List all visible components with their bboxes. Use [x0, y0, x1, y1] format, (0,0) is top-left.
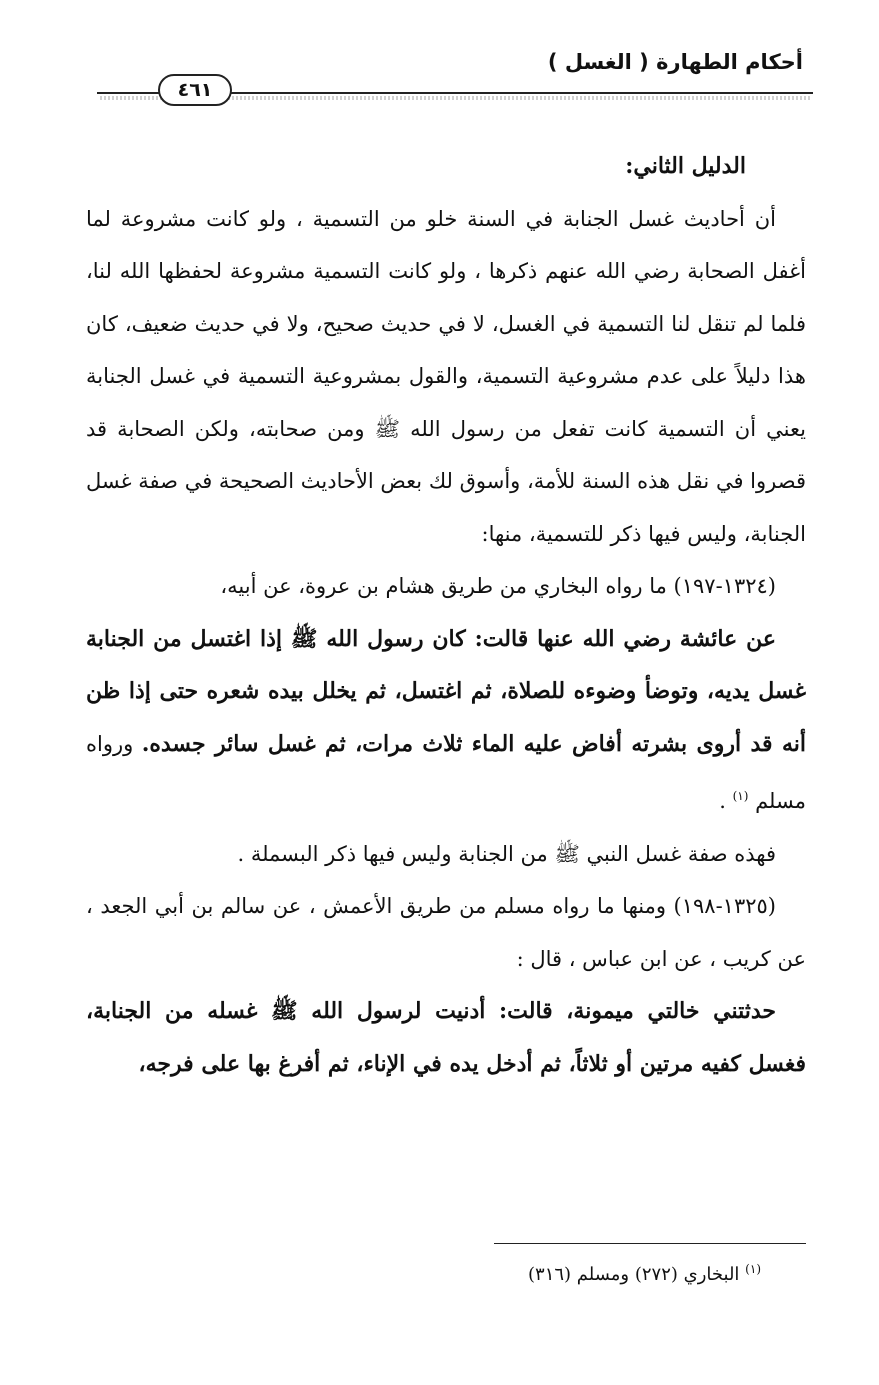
page-body: [86, 140, 806, 1090]
paragraph-evidence: أن أحاديث غسل الجنابة في السنة خلو من التسمية ، ولو كانت مشروعة لما أغفل الصحابة رضي الله عنهم ذكرها ، ولو كانت التسمية مشروعة لحفظها الله لنا، فلما لم تنقل لنا التسمية في الغسل، لا في حديث صحيح، ولا في حديث ضعيف، كان هذا دليلاً على عدم مشروعية التسمية، والقول بمشروعية التسمية في غسل الجنابة يعني أن التسمية كانت تفعل من رسول الله ﷺ ومن صحابته، ولكن الصحابة قد قصروا في نقل هذه السنة للأمة، وأسوق لك بعض الأحاديث الصحيحة في صفة غسل الجنابة، وليس فيها ذكر للتسمية، منها:: [86, 206, 806, 546]
page-number-badge: ٤٦١: [158, 74, 232, 106]
hadith-2-text: حدثتني خالتي ميمونة، قالت: أدنيت لرسول الله ﷺ غسله من الجنابة، فغسل كفيه مرتين أو ثلاثاً، ثم أدخل يده في الإناء، ثم أفرغ بها على فرجه،: [86, 998, 806, 1077]
running-header-title: أحكام الطهارة ( الغسل ): [547, 50, 803, 74]
footnote-text: البخاري (٢٧٢) ومسلم (٣١٦): [528, 1264, 740, 1285]
hadith-1-tail: ورواه مسلم: [86, 731, 806, 813]
hadith-2-intro: (١٣٢٥-١٩٨) ومنها ما رواه مسلم من طريق الأعمش ، عن سالم بن أبي الجعد ، عن كريب ، عن ابن عباس ، قال :: [86, 894, 806, 971]
note-no-basmala: فهذه صفة غسل النبي ﷺ من الجنابة وليس فيها ذكر البسملة .: [237, 841, 776, 866]
hadith-1-end: .: [719, 789, 726, 813]
footnote-marker: (١): [745, 1262, 761, 1276]
footnote: [528, 1262, 761, 1285]
hadith-1-intro: (١٣٢٤-١٩٧) ما رواه البخاري من طريق هشام بن عروة، عن أبيه،: [220, 574, 776, 598]
hadith-1-paragraph: [86, 613, 806, 828]
hadith-1-text: عن عائشة رضي الله عنها قالت: كان رسول الله ﷺ إذا اغتسل من الجنابة غسل يديه، وتوضأ وضوءه للصلاة، ثم اغتسل، ثم يخلل بيده شعره حتى إذا ظن أنه قد أروى بشرته أفاض عليه الماء ثلاث مرات، ثم غسل سائر جسده.: [86, 625, 806, 757]
section-heading: الدليل الثاني:: [625, 153, 746, 179]
footnote-separator: [494, 1243, 806, 1244]
footnote-ref: (١): [732, 789, 749, 803]
